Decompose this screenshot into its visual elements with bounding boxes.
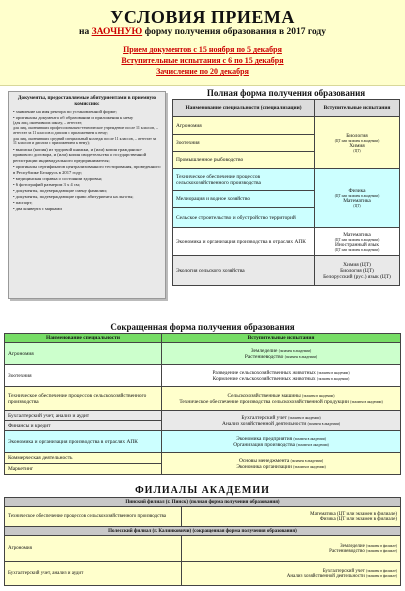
short-form-title: Сокращенная форма получения образования — [110, 322, 295, 332]
documents-item: • два конверта с марками — [13, 206, 62, 212]
exam-cell: Экономика предприятия (экзамен в академии) Организация производства (экзамен в академии) — [162, 431, 401, 453]
spec-cell: Техническое обеспечение процессов сельскохозяйственного производства — [5, 387, 162, 411]
short-form-table — [4, 333, 401, 475]
form-type-highlight: ЗАОЧНУЮ — [91, 27, 143, 37]
documents-item: • оригиналы сертификатов централизованного тестирования, проведенного в Республике Беларусь в 2017 году; — [13, 163, 161, 175]
table-row — [5, 507, 401, 527]
table-row — [5, 536, 401, 562]
table-row — [5, 453, 401, 464]
documents-item: (для лиц, окончивших школу, – аттестат; — [13, 120, 83, 126]
key-dates — [0, 44, 405, 77]
spec-cell: Агрономия — [5, 536, 182, 562]
spec-cell: Промышленное рыбоводство — [173, 152, 315, 169]
full-form-title: Полная форма получения образования — [206, 88, 366, 98]
spec-cell: Сельское строительство и обустройство территорий — [173, 208, 315, 228]
pinsk-header: Пинский филиал (г. Пинск) (полная форма получения образования) — [5, 498, 401, 507]
table-row — [5, 562, 401, 586]
exam-cell: Математика (ЦТ или экзамен в академии) Иностранный язык (ЦТ или экзамен в академии) — [315, 228, 400, 256]
table-row — [5, 387, 401, 411]
exam-cell: Химия (ЦТ) Биология (ЦТ) Белорусский (рус.) язык (ЦТ) — [315, 256, 400, 286]
exam-cell: Земледелие (экзамен в филиале) Растениеводство (экзамен в филиале) — [182, 536, 401, 562]
exam-cell: Бухгалтерский учет (экзамен в академии) Анализ хозяйственной деятельности (экзамен в академии) — [162, 411, 401, 431]
spec-cell: Агрономия — [173, 117, 315, 135]
documents-item: • заявление на имя ректора по установленной форме; — [13, 109, 117, 114]
branches-title: ФИЛИАЛЫ АКАДЕМИИ — [135, 485, 270, 496]
spec-cell: Зоотехния — [173, 135, 315, 152]
documents-box — [8, 91, 166, 299]
documents-item: • выписка (копия) из трудовой книжки, и (или) копия гражданско-правового договора, и (или) копия свидетельства о государственной регистрации индивидуального предпринимателя; — [13, 146, 147, 163]
spec-cell: Коммерческая деятельность — [5, 453, 162, 464]
documents-item: • 6 фотографий размером 3 х 4 см; — [13, 181, 81, 187]
documents-title: Документы, предоставляемые абитуриентами в приемную комиссию: — [17, 95, 157, 107]
branches-table — [4, 497, 401, 586]
exam-cell: Разведение сельскохозяйственных животных (экзамен в академии) Кормление сельскохозяйственных животных (экзамен в академии) — [162, 365, 401, 387]
exam-cell: Бухгалтерский учет (экзамен в филиале) Анализ хозяйственной деятельности (экзамен в филиале) — [182, 562, 401, 586]
documents-item: • оригиналы документа об образовании и приложения к нему — [13, 115, 134, 121]
full-col-exam: Вступительные испытания — [315, 100, 400, 117]
date-exams: Вступительные испытания с 6 по 15 декабря — [121, 56, 284, 65]
spec-cell: Мелиорация и водное хозяйство — [173, 191, 315, 208]
spec-cell: Экономика и организация производства в отраслях АПК — [5, 431, 162, 453]
page-title: УСЛОВИЯ ПРИЕМА — [110, 7, 295, 27]
spec-cell: Техническое обеспечение процессов сельскохозяйственного производства — [5, 507, 182, 527]
spec-cell: Зоотехния — [5, 365, 162, 387]
short-col-spec: Наименование специальности — [5, 334, 162, 343]
date-documents: Прием документов с 15 ноября по 5 декабря — [123, 45, 282, 54]
table-row — [173, 228, 400, 256]
exam-cell: Физика (ЦТ или экзамен в академии) Математика (ЦТ) — [315, 169, 400, 228]
polesie-header: Полесский филиал (г. Калинковичи) (сокращенная форма получения образования) — [5, 527, 401, 536]
documents-item: • медицинская справка о состоянии здоровья; — [13, 175, 103, 181]
full-form-table — [172, 99, 400, 286]
spec-cell: Бухгалтерский учет, анализ и аудит — [5, 411, 162, 421]
documents-item: • документы, подтверждающие право абитуриента на льготы; — [13, 193, 134, 199]
table-row — [5, 343, 401, 365]
page-subtitle: на ЗАОЧНУЮ форму получения образования в 2017 году — [79, 27, 326, 37]
spec-cell: Агрономия — [5, 343, 162, 365]
exam-cell: Биология (ЦТ или экзамен в академии) Химия (ЦТ) — [315, 117, 400, 169]
documents-item: для лиц, окончивших профессионально-техническое учреждение после 11 классов, – аттестат за 11 классов и диплом с приложением к нему; — [13, 125, 159, 136]
exam-cell: Сельскохозяйственные машины (экзамен в академии) Техническое обеспечение производства сельскохозяйственной продукции (экзамен в академии) — [162, 387, 401, 411]
table-row — [173, 256, 400, 286]
spec-cell: Экология сельского хозяйства — [173, 256, 315, 286]
spec-cell: Финансы и кредит — [5, 421, 162, 431]
exam-cell: Земледелие (экзамен в академии) Растениеводство (экзамен в академии) — [162, 343, 401, 365]
spec-cell: Техническое обеспечение процессов сельскохозяйственного производства — [173, 169, 315, 191]
spec-cell: Экономика и организация производства в отраслях АПК — [173, 228, 315, 256]
date-enrollment: Зачисление по 20 декабря — [156, 67, 249, 76]
documents-item: для лиц, окончивших средний специальный колледж после 11 классов, – аттестат за 11 классов и диплом с приложением к нему); — [13, 135, 157, 146]
exam-cell: Основы менеджмента (экзамен в академии) Экономика организации (экзамен в академии) — [162, 453, 401, 475]
documents-item: • паспорт; — [13, 200, 33, 206]
table-row — [5, 431, 401, 453]
short-col-exam: Вступительные испытания — [162, 334, 401, 343]
table-row — [173, 117, 400, 135]
table-row — [5, 411, 401, 421]
spec-cell: Бухгалтерский учет, анализ и аудит — [5, 562, 182, 586]
documents-item: • документы, подтверждающие смену фамилии; — [13, 187, 107, 193]
spec-cell: Маркетинг — [5, 464, 162, 475]
table-row — [5, 365, 401, 387]
exam-cell: Математика (ЦТ или экзамен в филиале) Физика (ЦТ или экзамен в филиале) — [182, 507, 401, 527]
table-row — [173, 169, 400, 191]
full-col-spec: Наименование специальности (специализации) — [173, 100, 315, 117]
